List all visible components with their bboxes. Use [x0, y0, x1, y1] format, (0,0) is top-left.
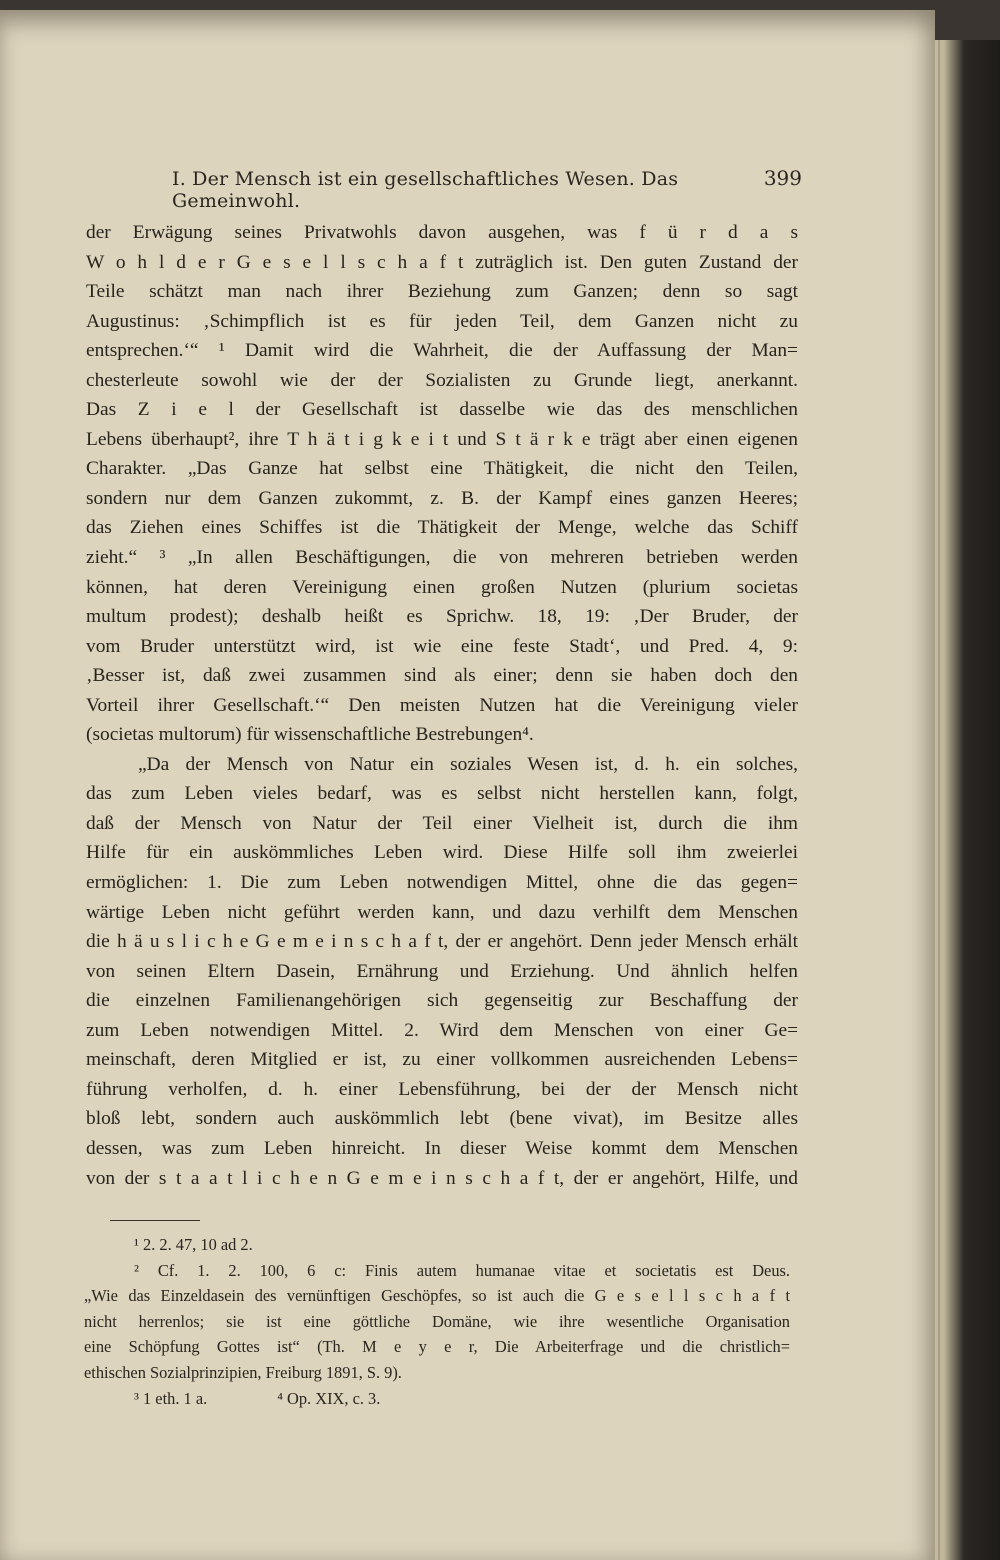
footnote-4: ⁴ Op. XIX, c. 3.: [277, 1388, 381, 1408]
running-title: I. Der Mensch ist ein gesellschaftliches Wesen. Das Gemeinwohl.: [172, 168, 679, 212]
text-line: W o h l d e r G e s e l l s c h a f t zuträglich ist. Den guten Zustand der: [86, 251, 798, 273]
text-line: die h ä u s l i c h e G e m e i n s c h a f t, der er angehört. Denn jeder Mensch erhält: [86, 931, 798, 953]
text-line: führung verholfen, d. h. einer Lebensführung, bei der der Mensch nicht: [86, 1078, 798, 1100]
text-line: Charakter. „Das Ganze hat selbst eine Thätigkeit, die nicht den Teilen,: [86, 458, 798, 480]
text-line: Lebens überhaupt², ihre T h ä t i g k e i t und S t ä r k e trägt aber einen eigenen: [86, 428, 798, 450]
text-line: Vorteil ihrer Gesellschaft.‘“ Den meisten Nutzen hat die Vereinigung vieler: [86, 694, 798, 716]
footnote-2-line: „Wie das Einzeldasein des vernünftigen Geschöpfes, so ist auch die G e s e l l s c h a f t: [84, 1286, 790, 1306]
text-line: wärtige Leben nicht geführt werden kann, und dazu verhilft dem Menschen: [86, 901, 798, 923]
footnote-2-line: eine Schöpfung Gottes ist“ (Th. M e y e r, Die Arbeiterfrage und die christlich=: [84, 1337, 790, 1357]
footnote-2-line: ethischen Sozialprinzipien, Freiburg 1891, S. 9).: [84, 1362, 402, 1382]
text-line: die einzelnen Familienangehörigen sich gegenseitig zur Beschaffung der: [86, 990, 798, 1012]
text-line: das Ziehen eines Schiffes ist die Thätigkeit der Menge, welche das Schiff: [86, 517, 798, 539]
footnote-2: ² Cf. 1. 2. 100, 6 c: Finis autem humanae vitae et societatis est Deus.: [134, 1260, 790, 1280]
text-line: ermöglichen: 1. Die zum Leben notwendigen Mittel, ohne die das gegen=: [86, 872, 798, 894]
text-line: (societas multorum) für wissenschaftliche Bestrebungen⁴.: [86, 724, 534, 746]
body-text: [86, 218, 798, 1193]
text-line: zum Leben notwendigen Mittel. 2. Wird dem Menschen von einer Ge=: [86, 1019, 798, 1041]
text-line: zieht.“ ³ „In allen Beschäftigungen, die von mehreren betrieben werden: [86, 547, 798, 569]
footnote-3-4-row: [84, 1386, 790, 1412]
text-line: bloß lebt, sondern auch auskömmlich lebt (bene vivat), im Besitze alles: [86, 1108, 798, 1130]
text-line: dessen, was zum Leben hinreicht. In dieser Weise kommt dem Menschen: [86, 1137, 798, 1159]
text-line: „Da der Mensch von Natur ein soziales Wesen ist, d. h. ein solches,: [138, 753, 798, 775]
text-line: der Erwägung seines Privatwohls davon ausgehen, was f ü r d a s: [86, 222, 798, 243]
text-line: Das Z i e l der Gesellschaft ist dasselbe wie das des menschlichen: [86, 399, 798, 421]
book-page: [0, 10, 935, 1560]
text-line: multum prodest); deshalb heißt es Sprichw. 18, 19: ‚Der Bruder, der: [86, 606, 798, 628]
text-line: das zum Leben vieles bedarf, was es selbst nicht herstellen kann, folgt,: [86, 783, 798, 805]
text-line: entsprechen.‘“ ¹ Damit wird die Wahrheit, die der Auffassung der Man=: [86, 340, 798, 362]
footnote-1: ¹ 2. 2. 47, 10 ad 2.: [134, 1235, 253, 1254]
footnote-2-line: nicht herrenlos; sie ist eine göttliche Domäne, wie ihre wesentliche Organisation: [84, 1311, 790, 1331]
text-line: können, hat deren Vereinigung einen großen Nutzen (plurium societas: [86, 576, 798, 598]
text-line: von der s t a a t l i c h e n G e m e i n s c h a f t, der er angehört, Hilfe, und: [86, 1167, 798, 1189]
text-line: Augustinus: ‚Schimpflich ist es für jeden Teil, dem Ganzen nicht zu: [86, 310, 798, 332]
text-line: sondern nur dem Ganzen zukommt, z. B. der Kampf eines ganzen Heeres;: [86, 487, 798, 509]
footnotes: [84, 1232, 790, 1411]
text-line: meinschaft, deren Mitglied er ist, zu einer vollkommen ausreichenden Lebens=: [86, 1049, 798, 1071]
text-line: vom Bruder unterstützt wird, ist wie eine feste Stadt‘, und Pred. 4, 9:: [86, 635, 798, 657]
running-header: [172, 166, 802, 212]
footnote-rule: [110, 1220, 200, 1221]
text-line: ‚Besser ist, daß zwei zusammen sind als einer; denn sie haben doch den: [86, 665, 798, 687]
text-line: chesterleute sowohl wie der der Sozialisten zu Grunde liegt, anerkannt.: [86, 369, 798, 391]
text-line: Hilfe für ein auskömmliches Leben wird. Diese Hilfe soll ihm zweierlei: [86, 842, 798, 864]
text-line: von seinen Eltern Dasein, Ernährung und Erziehung. Und ähnlich helfen: [86, 960, 798, 982]
footnote-3: ³ 1 eth. 1 a.: [134, 1388, 208, 1408]
text-line: Teile schätzt man nach ihrer Beziehung zum Ganzen; denn so sagt: [86, 281, 798, 303]
page-number: 399: [763, 166, 802, 190]
text-line: daß der Mensch von Natur der Teil einer Vielheit ist, durch die ihm: [86, 812, 798, 834]
